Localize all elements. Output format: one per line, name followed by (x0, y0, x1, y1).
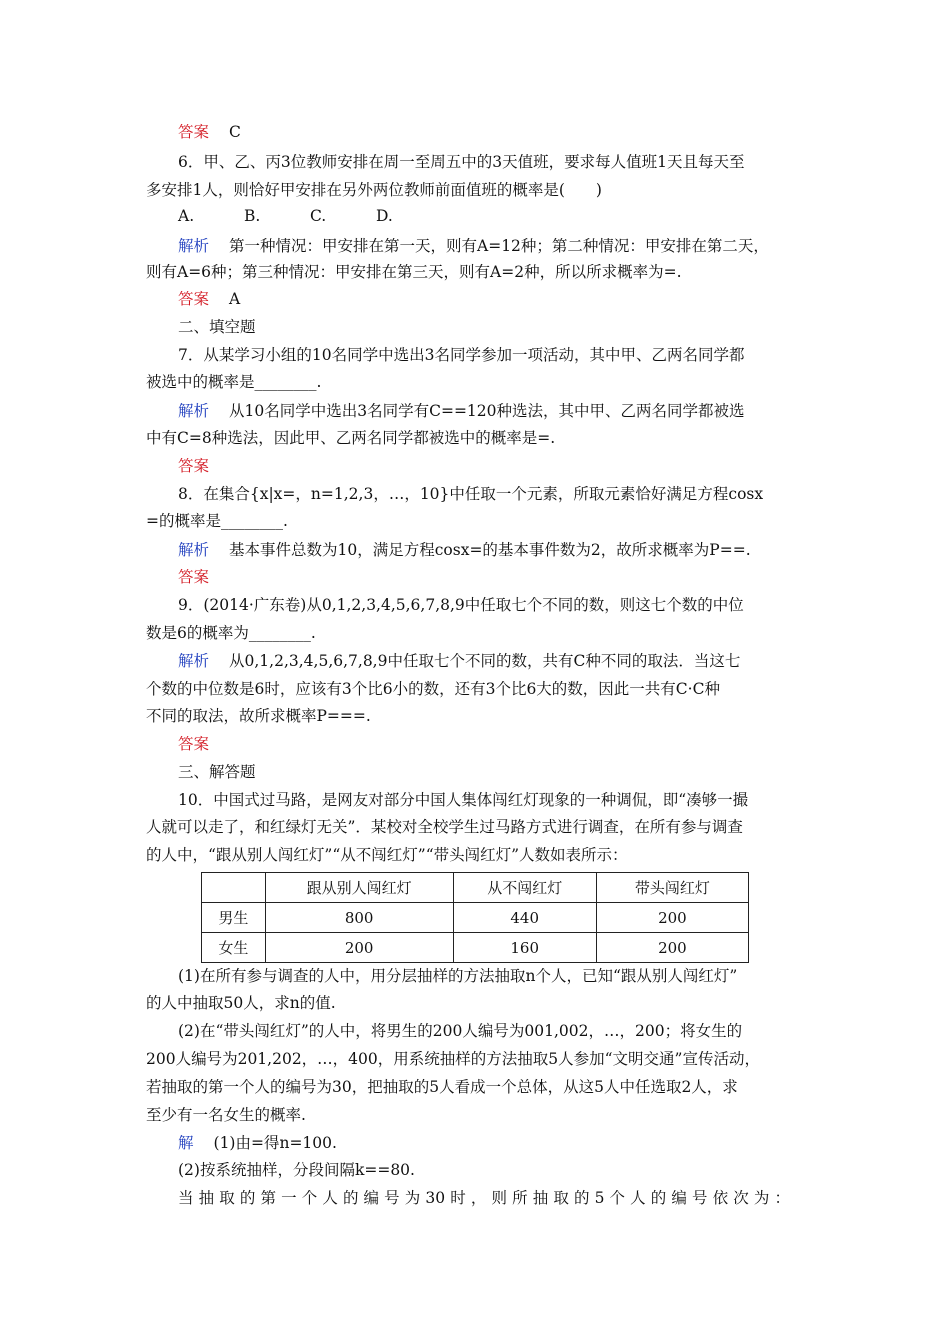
q9-answer-line (178, 734, 818, 754)
table-cell: 440 (453, 903, 596, 933)
table-header-cell: 跟从别人闯红灯 (265, 873, 453, 903)
data-table (201, 872, 749, 963)
answer-tag: 答案 (178, 457, 210, 475)
q8-line-1: 8．在集合{x|x=，n=1,2,3，…，10}中任取一个元素，所取元素恰好满足方程cosx (178, 485, 764, 503)
table-header-cell (202, 873, 266, 903)
analysis-text: 基本事件总数为10，满足方程cosx=的基本事件数为2，故所求概率为P==. (229, 541, 751, 559)
q8-line-2: =的概率是________. (146, 512, 288, 530)
q9-analysis-line-1 (178, 651, 818, 671)
table-header-cell: 从不闯红灯 (453, 873, 596, 903)
analysis-text: 第一种情况：甲安排在第一天，则有A=12种；第二种情况：甲安排在第二天， (229, 237, 769, 255)
section-heading-fill-blank: 二、填空题 (178, 318, 256, 336)
q8-answer-line (178, 567, 818, 587)
table-cell: 200 (596, 933, 748, 963)
q10-solution-line-2: (2)按系统抽样，分段间隔k==80. (178, 1161, 415, 1179)
q10-part1-line-2: 的人中抽取50人，求n的值. (146, 994, 336, 1012)
section-heading-solutions: 三、解答题 (178, 763, 256, 781)
table-cell: 200 (596, 903, 748, 933)
q6-analysis-line-2: 则有A=6种；第三种情况：甲安排在第三天，则有A=2种，所以所求概率为=. (146, 263, 682, 281)
q10-line-3: 的人中，“跟从别人闯红灯”“从不闯红灯”“带头闯红灯”人数如表所示： (146, 846, 628, 864)
answer-tag: 答案 (178, 735, 210, 753)
q7-line-2: 被选中的概率是________. (146, 373, 322, 391)
q7-answer-line (178, 456, 818, 476)
table-cell: 800 (265, 903, 453, 933)
q8-analysis-line-1 (178, 540, 818, 560)
q10-part2-line-4: 至少有一名女生的概率. (146, 1106, 306, 1124)
table-header-row (202, 873, 749, 903)
q5-answer-line (178, 122, 818, 142)
answer-value: C (229, 123, 241, 141)
q7-analysis-line-1 (178, 401, 818, 421)
analysis-tag: 解析 (178, 237, 210, 255)
table-cell: 200 (265, 933, 453, 963)
q10-solution-line-3: 当抽取的第一个人的编号为30时，则所抽取的5个人的编号依次为： (178, 1189, 790, 1207)
q9-analysis-line-3: 不同的取法，故所求概率P===. (146, 707, 371, 725)
analysis-tag: 解析 (178, 402, 210, 420)
q10-line-1: 10．中国式过马路，是网友对部分中国人集体闯红灯现象的一种调侃，即“凑够一撮 (178, 791, 749, 809)
q10-line-2: 人就可以走了，和红绿灯无关”．某校对全校学生过马路方式进行调查，在所有参与调查 (146, 818, 743, 836)
answer-tag: 答案 (178, 123, 210, 141)
q7-line-1: 7．从某学习小组的10名同学中选出3名同学参加一项活动，其中甲、乙两名同学都 (178, 346, 745, 364)
q6-line-1: 6．甲、乙、丙3位教师安排在周一至周五中的3天值班，要求每人值班1天且每天至 (178, 153, 745, 171)
q10-part1-line-1: (1)在所有参与调查的人中，用分层抽样的方法抽取n个人，已知“跟从别人闯红灯” (178, 967, 738, 985)
table-cell: 男生 (202, 903, 266, 933)
answer-value: A (229, 290, 241, 308)
q9-analysis-line-2: 个数的中位数是6时，应该有3个比6小的数，还有3个比6大的数，因此一共有C·C种 (146, 680, 720, 698)
analysis-tag: 解析 (178, 541, 210, 559)
q10-part2-line-1: (2)在“带头闯红灯”的人中，将男生的200人编号为001,002，…，200；将女生的 (178, 1022, 743, 1040)
answer-tag: 答案 (178, 568, 210, 586)
q6-line-2: 多安排1人，则恰好甲安排在另外两位教师前面值班的概率是( ) (146, 181, 602, 199)
analysis-tag: 解析 (178, 652, 210, 670)
table-header-cell: 带头闯红灯 (596, 873, 748, 903)
q7-analysis-line-2: 中有C=8种选法，因此甲、乙两名同学都被选中的概率是=. (146, 429, 556, 447)
table-cell: 160 (453, 933, 596, 963)
q9-line-2: 数是6的概率为________. (146, 624, 316, 642)
option-c: C. (310, 207, 327, 225)
q6-options (178, 206, 818, 226)
option-a: A. (178, 207, 195, 225)
table-cell: 女生 (202, 933, 266, 963)
q6-answer-line (178, 289, 818, 309)
table-row (202, 933, 749, 963)
q10-part2-line-2: 200人编号为201,202，…，400，用系统抽样的方法抽取5人参加“文明交通”宣传活动， (146, 1050, 760, 1068)
analysis-text: 从10名同学中选出3名同学有C==120种选法，其中甲、乙两名同学都被选 (229, 402, 745, 420)
solution-tag: 解 (178, 1134, 194, 1152)
q10-solution-line-1 (178, 1133, 818, 1153)
option-b: B. (244, 207, 261, 225)
table-row (202, 903, 749, 933)
q6-analysis-line-1 (178, 236, 818, 256)
q9-line-1: 9．(2014·广东卷)从0,1,2,3,4,5,6,7,8,9中任取七个不同的数，则这七个数的中位 (178, 596, 744, 614)
analysis-text: 从0,1,2,3,4,5,6,7,8,9中任取七个不同的数，共有C种不同的取法．当这七 (229, 652, 741, 670)
solution-text: (1)由=得n=100. (213, 1134, 337, 1152)
answer-tag: 答案 (178, 290, 210, 308)
q10-part2-line-3: 若抽取的第一个人的编号为30，把抽取的5人看成一个总体，从这5人中任选取2人，求 (146, 1078, 738, 1096)
option-d: D. (376, 207, 393, 225)
